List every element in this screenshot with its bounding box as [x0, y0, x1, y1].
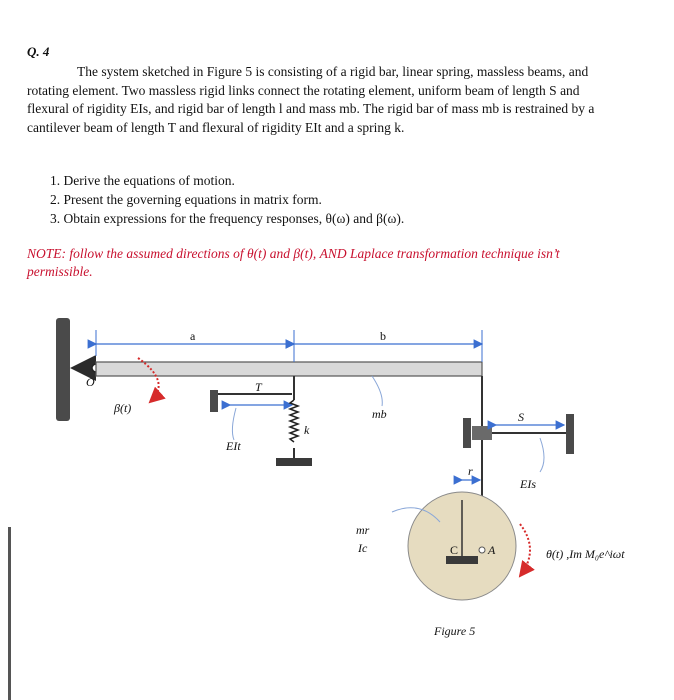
question-paragraph: The system sketched in Figure 5 is consisting of a rigid bar, linear spring, massless beams, and rotating element. Two massless rigid links connect the rotating element, uniform beam of length S and flexural of rigidity EIs, and rigid bar of length l and mass mb. The rigid bar of mass mb is restrained by a cantilever beam of length T and flexural of rigidity EIt and a spring k.	[27, 64, 595, 135]
question-number: Q. 4	[27, 44, 50, 59]
label-eis: EIs	[520, 477, 536, 491]
left-wall	[56, 318, 70, 421]
label-s: S	[518, 410, 524, 424]
note-text: NOTE: follow the assumed directions of θ(t) and β(t), AND Laplace transformation technique isn’t permissible.	[27, 246, 560, 279]
label-r: r	[468, 464, 473, 478]
rigid-bar	[96, 362, 482, 376]
label-eit: EIt	[226, 439, 241, 453]
label-beta: β(t)	[114, 401, 132, 415]
theta-arrow	[520, 524, 530, 576]
label-theta: θ(t) ,Im M₀e^iωt	[546, 547, 625, 561]
label-k: k	[304, 423, 310, 437]
task-item: 3. Obtain expressions for the frequency responses, θ(ω) and β(ω).	[50, 211, 405, 226]
label-a: a	[190, 329, 196, 343]
mb-leader	[372, 376, 382, 406]
label-b: b	[380, 329, 386, 343]
task-list	[50, 171, 404, 228]
label-a-point: A	[488, 543, 496, 557]
eis-leader	[540, 438, 544, 472]
figure-5	[0, 300, 674, 660]
figure-caption: Figure 5	[434, 624, 476, 638]
spring-k	[290, 400, 298, 442]
slider-block	[472, 426, 492, 440]
label-c: C	[450, 543, 459, 557]
label-mr: mr	[356, 523, 370, 537]
guide-left	[463, 418, 471, 448]
task-item: 2. Present the governing equations in matrix form.	[50, 192, 322, 207]
eit-leader	[232, 408, 236, 440]
label-ic: Ic	[358, 541, 368, 555]
task-item: 1. Derive the equations of motion.	[50, 173, 235, 188]
disk-support	[446, 556, 478, 564]
label-mb: mb	[372, 407, 387, 421]
label-t: T	[255, 380, 262, 394]
cantilever-t-wall	[210, 390, 218, 412]
spring-ground	[276, 458, 312, 466]
label-o: O	[86, 375, 95, 389]
beam-s-wall	[566, 414, 574, 454]
point-a	[479, 547, 485, 553]
